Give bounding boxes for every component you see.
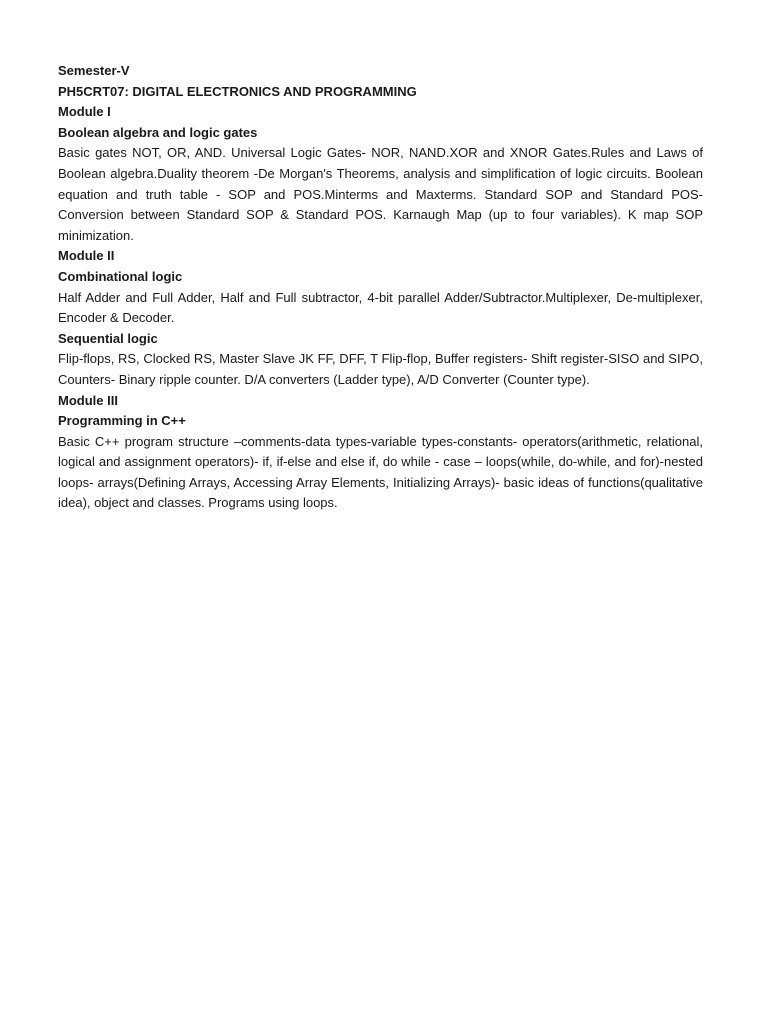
module-1-text: Basic gates NOT, OR, AND. Universal Logic Gates- NOR, NAND.XOR and XNOR Gates.Rules and Laws of Boolean algebra.Duality theorem -De Morgan's Theorems, analysis and simplification of logic circuits. Boolean equation and truth table - SOP and POS.Minterms and Maxterms. Standard SOP and Standard POS- Conversion between Standard SOP & Standard POS. Karnaugh Map (up to four variables). K map SOP minimization.	[58, 145, 703, 243]
module-2-heading: Module II	[58, 248, 115, 264]
programming-cpp-heading: Programming in C++	[58, 413, 186, 429]
boolean-algebra-heading: Boolean algebra and logic gates	[58, 124, 258, 140]
module-3-heading: Module III	[58, 392, 118, 408]
sequential-logic-text: Flip-flops, RS, Clocked RS, Master Slave JK FF, DFF, T Flip-flop, Buffer registers- Shift register-SISO and SIPO, Counters- Binary ripple counter. D/A converters (Ladder type), A/D Converter (Counter type).	[58, 351, 703, 387]
semester-heading: Semester-V	[58, 63, 130, 78]
module-3-text: Basic C++ program structure –comments-data types-variable types-constants- operators(arithmetic, relational, logical and assignment operators)- if, if-else and else if, do while - case – loops(while, do-while, and for)-nested loops- arrays(Defining Arrays, Accessing Array Elements, Initializing Arrays)- basic ideas of functions(qualitative idea), object and classes. Programs using loops.	[58, 433, 703, 511]
combinational-logic-text: Half Adder and Full Adder, Half and Full subtractor, 4-bit parallel Adder/Subtractor.Multiplexer, De-multiplexer, Encoder & Decoder.	[58, 289, 703, 326]
document-page	[58, 61, 703, 514]
course-title: PH5CRT07: DIGITAL ELECTRONICS AND PROGRAMMING	[58, 83, 417, 99]
combinational-logic-heading: Combinational logic	[58, 268, 183, 284]
module-1-heading: Module I	[58, 104, 111, 120]
sequential-logic-heading: Sequential logic	[58, 330, 158, 346]
